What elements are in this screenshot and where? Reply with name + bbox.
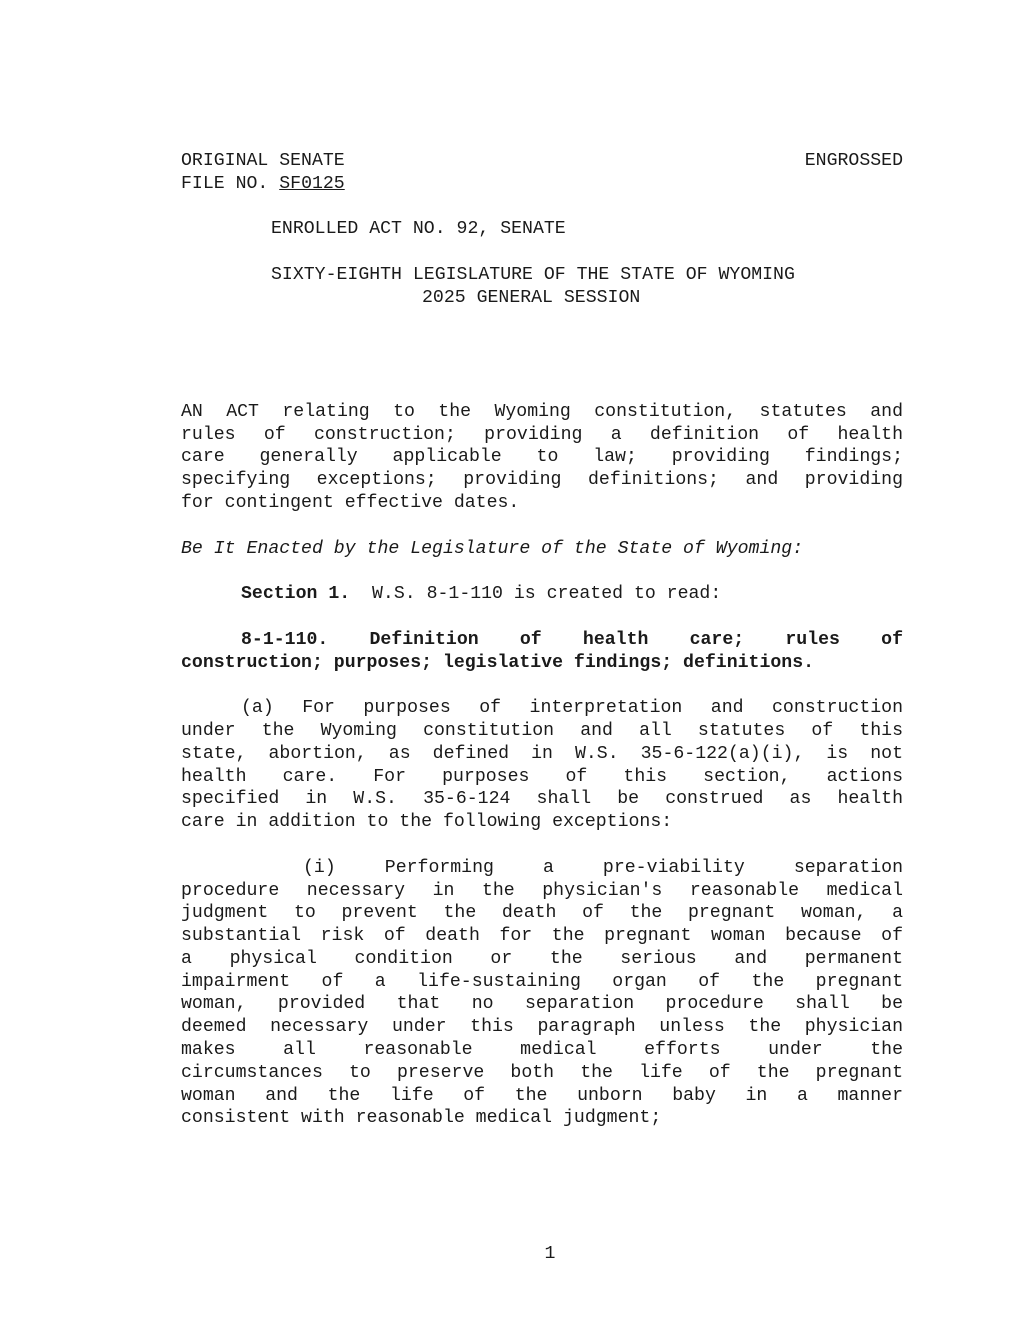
page-number: 1	[544, 1244, 556, 1264]
title-line: specifying exceptions; providing definitions; and providing	[181, 470, 903, 491]
heading-line: construction; purposes; legislative findings; definitions.	[181, 652, 815, 673]
para-i-line: (i) Performing a pre-viability separation	[303, 857, 903, 878]
para-a-line: state, abortion, as defined in W.S. 35-6-122(a)(i), is not	[181, 743, 903, 764]
title-line: AN ACT relating to the Wyoming constitution, statutes and	[181, 401, 903, 422]
title-line: for contingent effective dates.	[181, 492, 520, 513]
title-line: rules of construction; providing a definition of health	[181, 424, 903, 445]
act-title	[181, 401, 903, 515]
section-1-line	[181, 583, 903, 606]
file-no-prefix: FILE NO.	[181, 173, 280, 194]
para-a-line: care in addition to the following exceptions:	[181, 812, 673, 833]
para-i-line: makes all reasonable medical efforts under the	[181, 1040, 903, 1061]
section-text: W.S. 8-1-110 is created to read:	[372, 584, 722, 605]
session-line: 2025 GENERAL SESSION	[422, 287, 641, 308]
para-i-line: impairment of a life-sustaining organ of the pregnant	[181, 971, 903, 992]
engrossed-label: ENGROSSED	[804, 151, 903, 171]
para-i-line: woman and the life of the unborn baby in a manner	[181, 1085, 903, 1106]
document-page	[181, 150, 903, 1130]
heading-line: 8-1-110. Definition of health care; rules of	[241, 629, 903, 650]
enrolled-act-line: ENROLLED ACT NO. 92, SENATE	[271, 219, 566, 240]
title-line: care generally applicable to law; providing findings;	[181, 447, 903, 468]
original-senate-label: ORIGINAL SENATE	[181, 151, 345, 171]
para-i-line: substantial risk of death for the pregnant woman because of	[181, 926, 903, 947]
para-i-line: consistent with reasonable medical judgment;	[181, 1108, 662, 1129]
para-i-line: circumstances to preserve both the life of the pregnant	[181, 1062, 903, 1083]
para-i-line: deemed necessary under this paragraph unless the physician	[181, 1017, 903, 1038]
para-a-line: under the Wyoming constitution and all statutes of this	[181, 720, 903, 741]
enacting-clause: Be It Enacted by the Legislature of the State of Wyoming:	[181, 538, 804, 559]
para-i-line: woman, provided that no separation procedure shall be	[181, 994, 903, 1015]
para-i-line: a physical condition or the serious and permanent	[181, 948, 903, 969]
para-i-line: procedure necessary in the physician's reasonable medical	[181, 880, 903, 901]
paragraph-i	[181, 857, 903, 1131]
legislature-line: SIXTY-EIGHTH LEGISLATURE OF THE STATE OF WYOMING	[271, 264, 795, 285]
paragraph-a	[181, 697, 903, 834]
para-a-line: specified in W.S. 35-6-124 shall be construed as health	[181, 789, 903, 810]
para-a-line: health care. For purposes of this section, actions	[181, 766, 903, 787]
section-heading	[181, 629, 903, 675]
file-number: SF0125	[279, 173, 345, 194]
header-row-1	[181, 150, 903, 173]
para-i-line: judgment to prevent the death of the pregnant woman, a	[181, 903, 903, 924]
file-number-line	[181, 173, 903, 196]
para-a-line: (a) For purposes of interpretation and construction	[241, 698, 903, 719]
section-label: Section 1.	[241, 584, 351, 605]
